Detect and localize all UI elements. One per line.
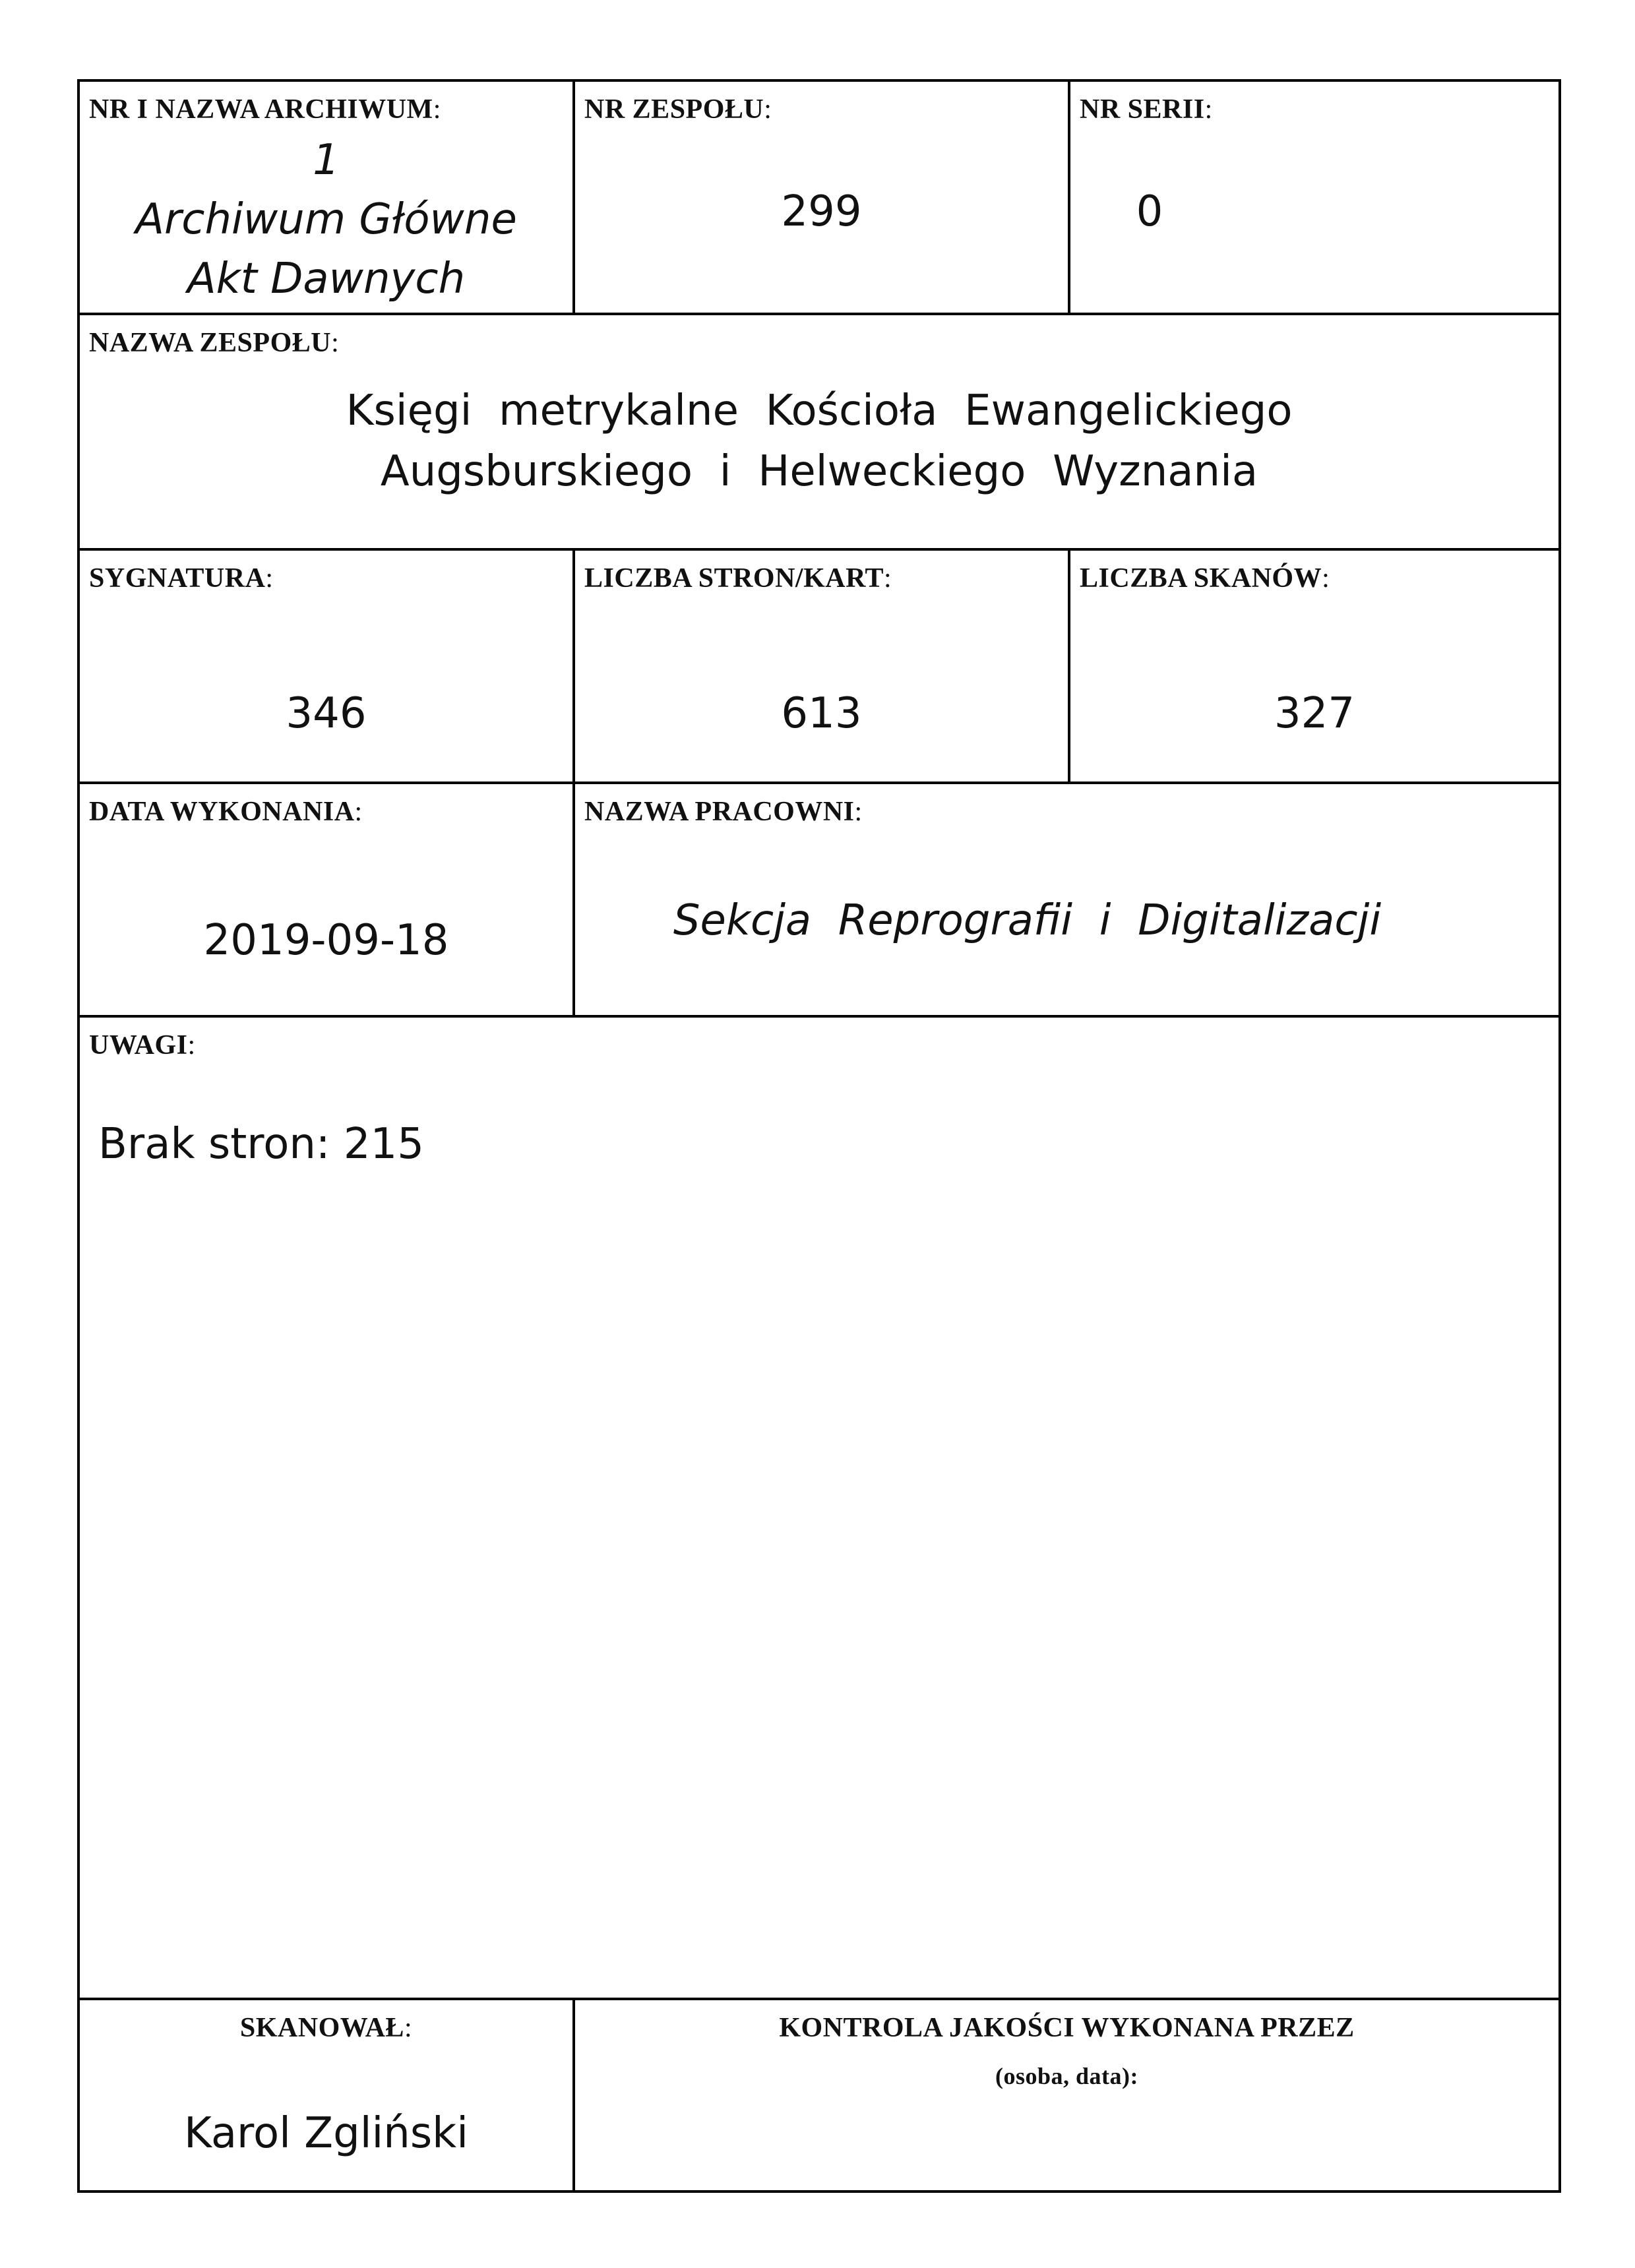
page-count-label: LICZBA STRON/KART: bbox=[584, 563, 892, 594]
workshop-value: Sekcja Reprografii i Digitalizacji bbox=[673, 896, 1382, 945]
scanned-by-label: SKANOWAŁ: bbox=[239, 2013, 413, 2043]
cell-fonds-number bbox=[575, 82, 1070, 313]
archive-label: NR I NAZWA ARCHIWUM: bbox=[89, 94, 441, 125]
archive-name-line1: Archiwum Główne bbox=[135, 195, 517, 244]
archive-number: 1 bbox=[313, 136, 340, 185]
fonds-number-value: 299 bbox=[781, 187, 862, 236]
series-number-value: 0 bbox=[1136, 187, 1163, 236]
remarks-label: UWAGI: bbox=[89, 1030, 196, 1060]
row-remarks bbox=[80, 1018, 1558, 2000]
cell-page-count bbox=[575, 551, 1070, 782]
workshop-label: NAZWA PRACOWNI: bbox=[584, 797, 863, 827]
scan-count-label: LICZBA SKANÓW: bbox=[1080, 563, 1330, 594]
cell-fonds-name bbox=[80, 315, 1558, 548]
cell-date bbox=[80, 784, 575, 1015]
cell-scanned-by bbox=[80, 2000, 575, 2190]
row-signoff bbox=[80, 2000, 1558, 2190]
series-number-label: NR SERII: bbox=[1080, 94, 1213, 125]
row-counts bbox=[80, 551, 1558, 784]
row-date-workshop bbox=[80, 784, 1558, 1018]
signature-label: SYGNATURA: bbox=[89, 563, 274, 594]
quality-control-sublabel: (osoba, data): bbox=[995, 2063, 1138, 2089]
quality-control-label: KONTROLA JAKOŚCI WYKONANA PRZEZ bbox=[779, 2013, 1355, 2043]
archive-name-line2: Akt Dawnych bbox=[187, 255, 466, 303]
cell-series-number bbox=[1070, 82, 1558, 313]
cell-archive bbox=[80, 82, 575, 313]
cell-workshop bbox=[575, 784, 1558, 1015]
remarks-value: Brak stron: 215 bbox=[98, 1120, 424, 1169]
cell-remarks bbox=[80, 1018, 1558, 1998]
signature-value: 346 bbox=[286, 689, 367, 738]
date-value: 2019-09-18 bbox=[203, 916, 449, 965]
date-label: DATA WYKONANIA: bbox=[89, 797, 363, 827]
row-fonds-name bbox=[80, 315, 1558, 551]
fonds-name-line1: Księgi metrykalne Kościoła Ewangelickiego bbox=[346, 386, 1293, 435]
cell-scan-count bbox=[1070, 551, 1558, 782]
archive-scan-card bbox=[77, 79, 1561, 2193]
fonds-name-label: NAZWA ZESPOŁU: bbox=[89, 328, 340, 358]
fonds-number-label: NR ZESPOŁU: bbox=[584, 94, 772, 125]
cell-quality-control bbox=[575, 2000, 1558, 2190]
cell-signature bbox=[80, 551, 575, 782]
fonds-name-line2: Augsburskiego i Helweckiego Wyznania bbox=[380, 447, 1258, 496]
scan-count-value: 327 bbox=[1274, 689, 1355, 738]
page-count-value: 613 bbox=[781, 689, 862, 738]
row-archive bbox=[80, 82, 1558, 315]
scanned-by-value: Karol Zgliński bbox=[183, 2109, 469, 2158]
